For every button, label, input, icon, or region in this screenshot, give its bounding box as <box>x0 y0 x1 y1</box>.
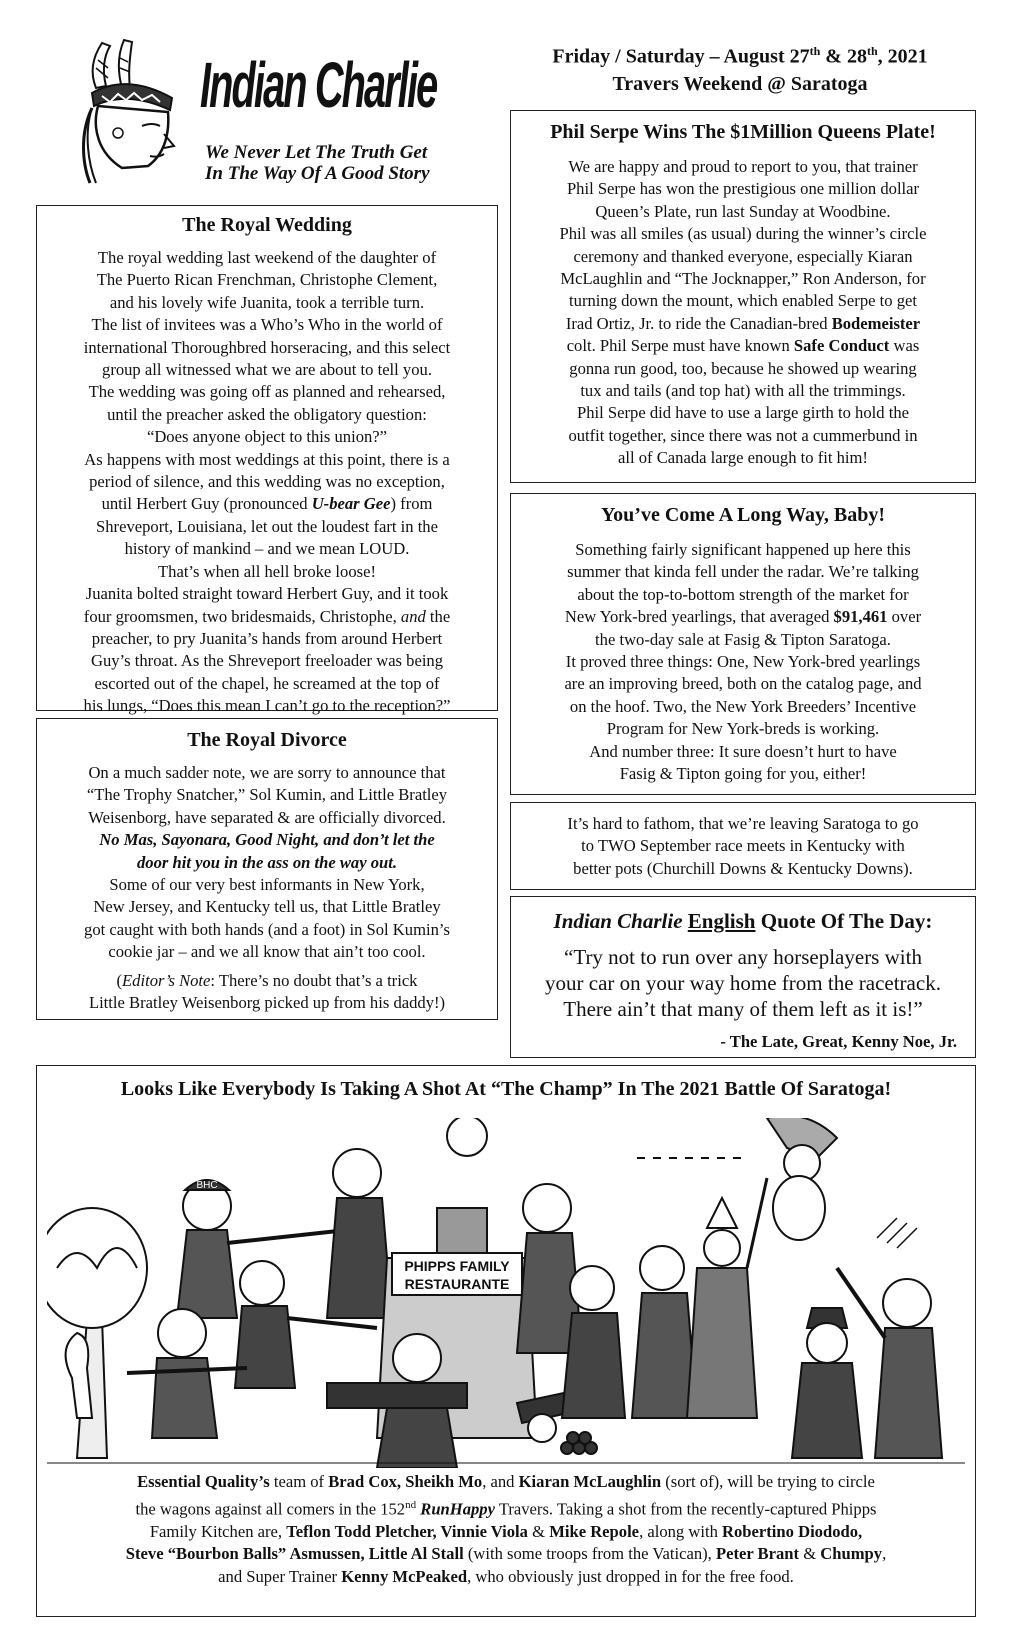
fathom-note <box>510 802 976 890</box>
indian-chief-logo <box>62 38 192 188</box>
royal-divorce-article <box>36 718 498 1020</box>
royal-wedding-article <box>36 205 498 716</box>
svg-text:BHC: BHC <box>196 1180 218 1191</box>
queens-plate-article <box>510 110 976 483</box>
quote-signature: - The Late, Great, Kenny Noe, Jr. <box>720 1032 957 1051</box>
restaurant-sign-line-2: RESTAURANTE <box>404 1276 510 1292</box>
tagline-line-2: In The Way Of A Good Story <box>205 163 430 184</box>
horse-icon <box>66 1333 92 1418</box>
quote-text: “Try not to run over any horseplayers with your car on your way home from the racetrack. There ain’t that many of them left as it is!” <box>545 945 941 1021</box>
restaurant-sign-line-1: PHIPPS FAMILY <box>404 1258 510 1274</box>
masthead-tagline <box>205 142 430 184</box>
article-body: We are happy and proud to report to you, that trainer Phil Serpe has won the prestigious one million dollar Queen’s Plate, run last Sunday at Woodbine. Phil was all smiles (as usual) during the winner’s circle ceremony and thanked everyone, especially Kiaran McLaughlin and “The Jocknapper,” Ron Anderson, for turning down the mount, which enabled Serpe to get Irad Ortiz, Jr. to ride the Canadian-bred Bodemeister colt. Phil Serpe must have known Safe Conduct was gonna run good, too, because he showed up wearing tux and tails (and top hat) with all the trimmings. Phil Serpe did have to use a large girth to hold the outfit together, since there was not a cummerbund in all of Canada large enough to fit him! <box>559 157 927 468</box>
cartoon-illustration <box>47 1118 965 1468</box>
tagline-line-1: We Never Let The Truth Get <box>205 142 428 163</box>
dateline <box>510 38 970 98</box>
long-way-article <box>510 493 976 795</box>
masthead-title: Indian Charlie <box>200 49 437 121</box>
article-body: The royal wedding last weekend of the daughter of The Puerto Rican Frenchman, Christophe Clement, and his lovely wife Juanita, took a terrible turn. The list of invitees was a Who’s Who in the world of international Thoroughbred horseracing, and this select group all witnessed what we are about to tell you. The wedding was going off as planned and rehearsed, until the preacher asked the obligatory question: “Does anyone object to this union?” As happens with most weddings at this point, there is a period of silence, and this wedding was no exception, until Herbert Guy (pronounced U-bear Gee) from Shreveport, Louisiana, let out the loudest fart in the history of mankind – and we mean LOUD. That’s when all hell broke loose! Juanita bolted straight toward Herbert Guy, and it took four groomsmen, two bridesmaids, Christophe, and the preacher, to pry Juanita’s hands from around Herbert Guy’s throat. As the Shreveport freeloader was being escorted out of the chapel, he screamed at the top of his lungs, “Does this mean I can’t go to the reception?” <box>83 248 451 716</box>
article-title: The Royal Wedding <box>182 214 352 236</box>
article-body: Something fairly significant happened up here this summer that kinda fell under the radar. We’re talking about the top-to-bottom strength of the market for New York-bred yearlings, that averaged $91,461 over the two-day sale at Fasig & Tipton Saratoga. It proved three things: One, New York-bred yearlings are an improving breed, both on the catalog page, and on the hoof. Two, the New York Breeders’ Incentive Program for New York-breds is working. And number three: It sure doesn’t hurt to have Fasig & Tipton going for you, either! <box>564 540 922 784</box>
dateline-line-2: Travers Weekend @ Saratoga <box>612 72 868 95</box>
article-title: You’ve Come A Long Way, Baby! <box>600 504 886 526</box>
quote-of-the-day <box>510 896 976 1058</box>
article-body: On a much sadder note, we are sorry to announce that “The Trophy Snatcher,” Sol Kumin, and Little Bratley Weisenborg, have separated & are officially divorced. No Mas, Sayonara, Good Night, and don’t let the door hit you in the ass on the way out. Some of our very best informants in New York, New Jersey, and Kentucky tell us, that Little Bratley got caught with both hands (and a foot) in Sol Kumin’s cookie jar – and we all know that ain’t too cool. (Editor’s Note: There’s no doubt that’s a trick Little Bratley Weisenborg picked up from his daddy!) <box>84 763 450 1013</box>
note-body: It’s hard to fathom, that we’re leaving Saratoga to go to TWO September race meets in Kentucky with better pots (Churchill Downs & Kentucky Downs). <box>567 814 919 878</box>
article-title: The Royal Divorce <box>187 729 347 751</box>
quote-heading: Indian Charlie English Quote Of The Day: <box>553 909 933 933</box>
cartoon-caption: Essential Quality’s team of Brad Cox, Sheikh Mo, and Kiaran McLaughlin (sort of), will be trying to circle the wagons against all comers in the 152nd RunHappy Travers. Taking a shot from the recently-captured Phipps Family Kitchen are, Teflon Todd Pletcher, Vinnie Viola & Mike Repole, along with Robertino Diododo, Steve “Bourbon Balls” Asmussen, Little Al Stall (with some troops from the Vatican), Peter Brant & Chumpy, and Super Trainer Kenny McPeaked, who obviously just dropped in for the free food. <box>125 1472 887 1586</box>
cartoon-panel <box>36 1065 976 1617</box>
article-title: Phil Serpe Wins The $1Million Queens Plate! <box>550 121 936 143</box>
cartoon-title: Looks Like Everybody Is Taking A Shot At “The Champ” In The 2021 Battle Of Saratoga! <box>120 1078 892 1100</box>
dateline-line-1: Friday / Saturday – August 27th & 28th, 2021 <box>552 44 928 68</box>
